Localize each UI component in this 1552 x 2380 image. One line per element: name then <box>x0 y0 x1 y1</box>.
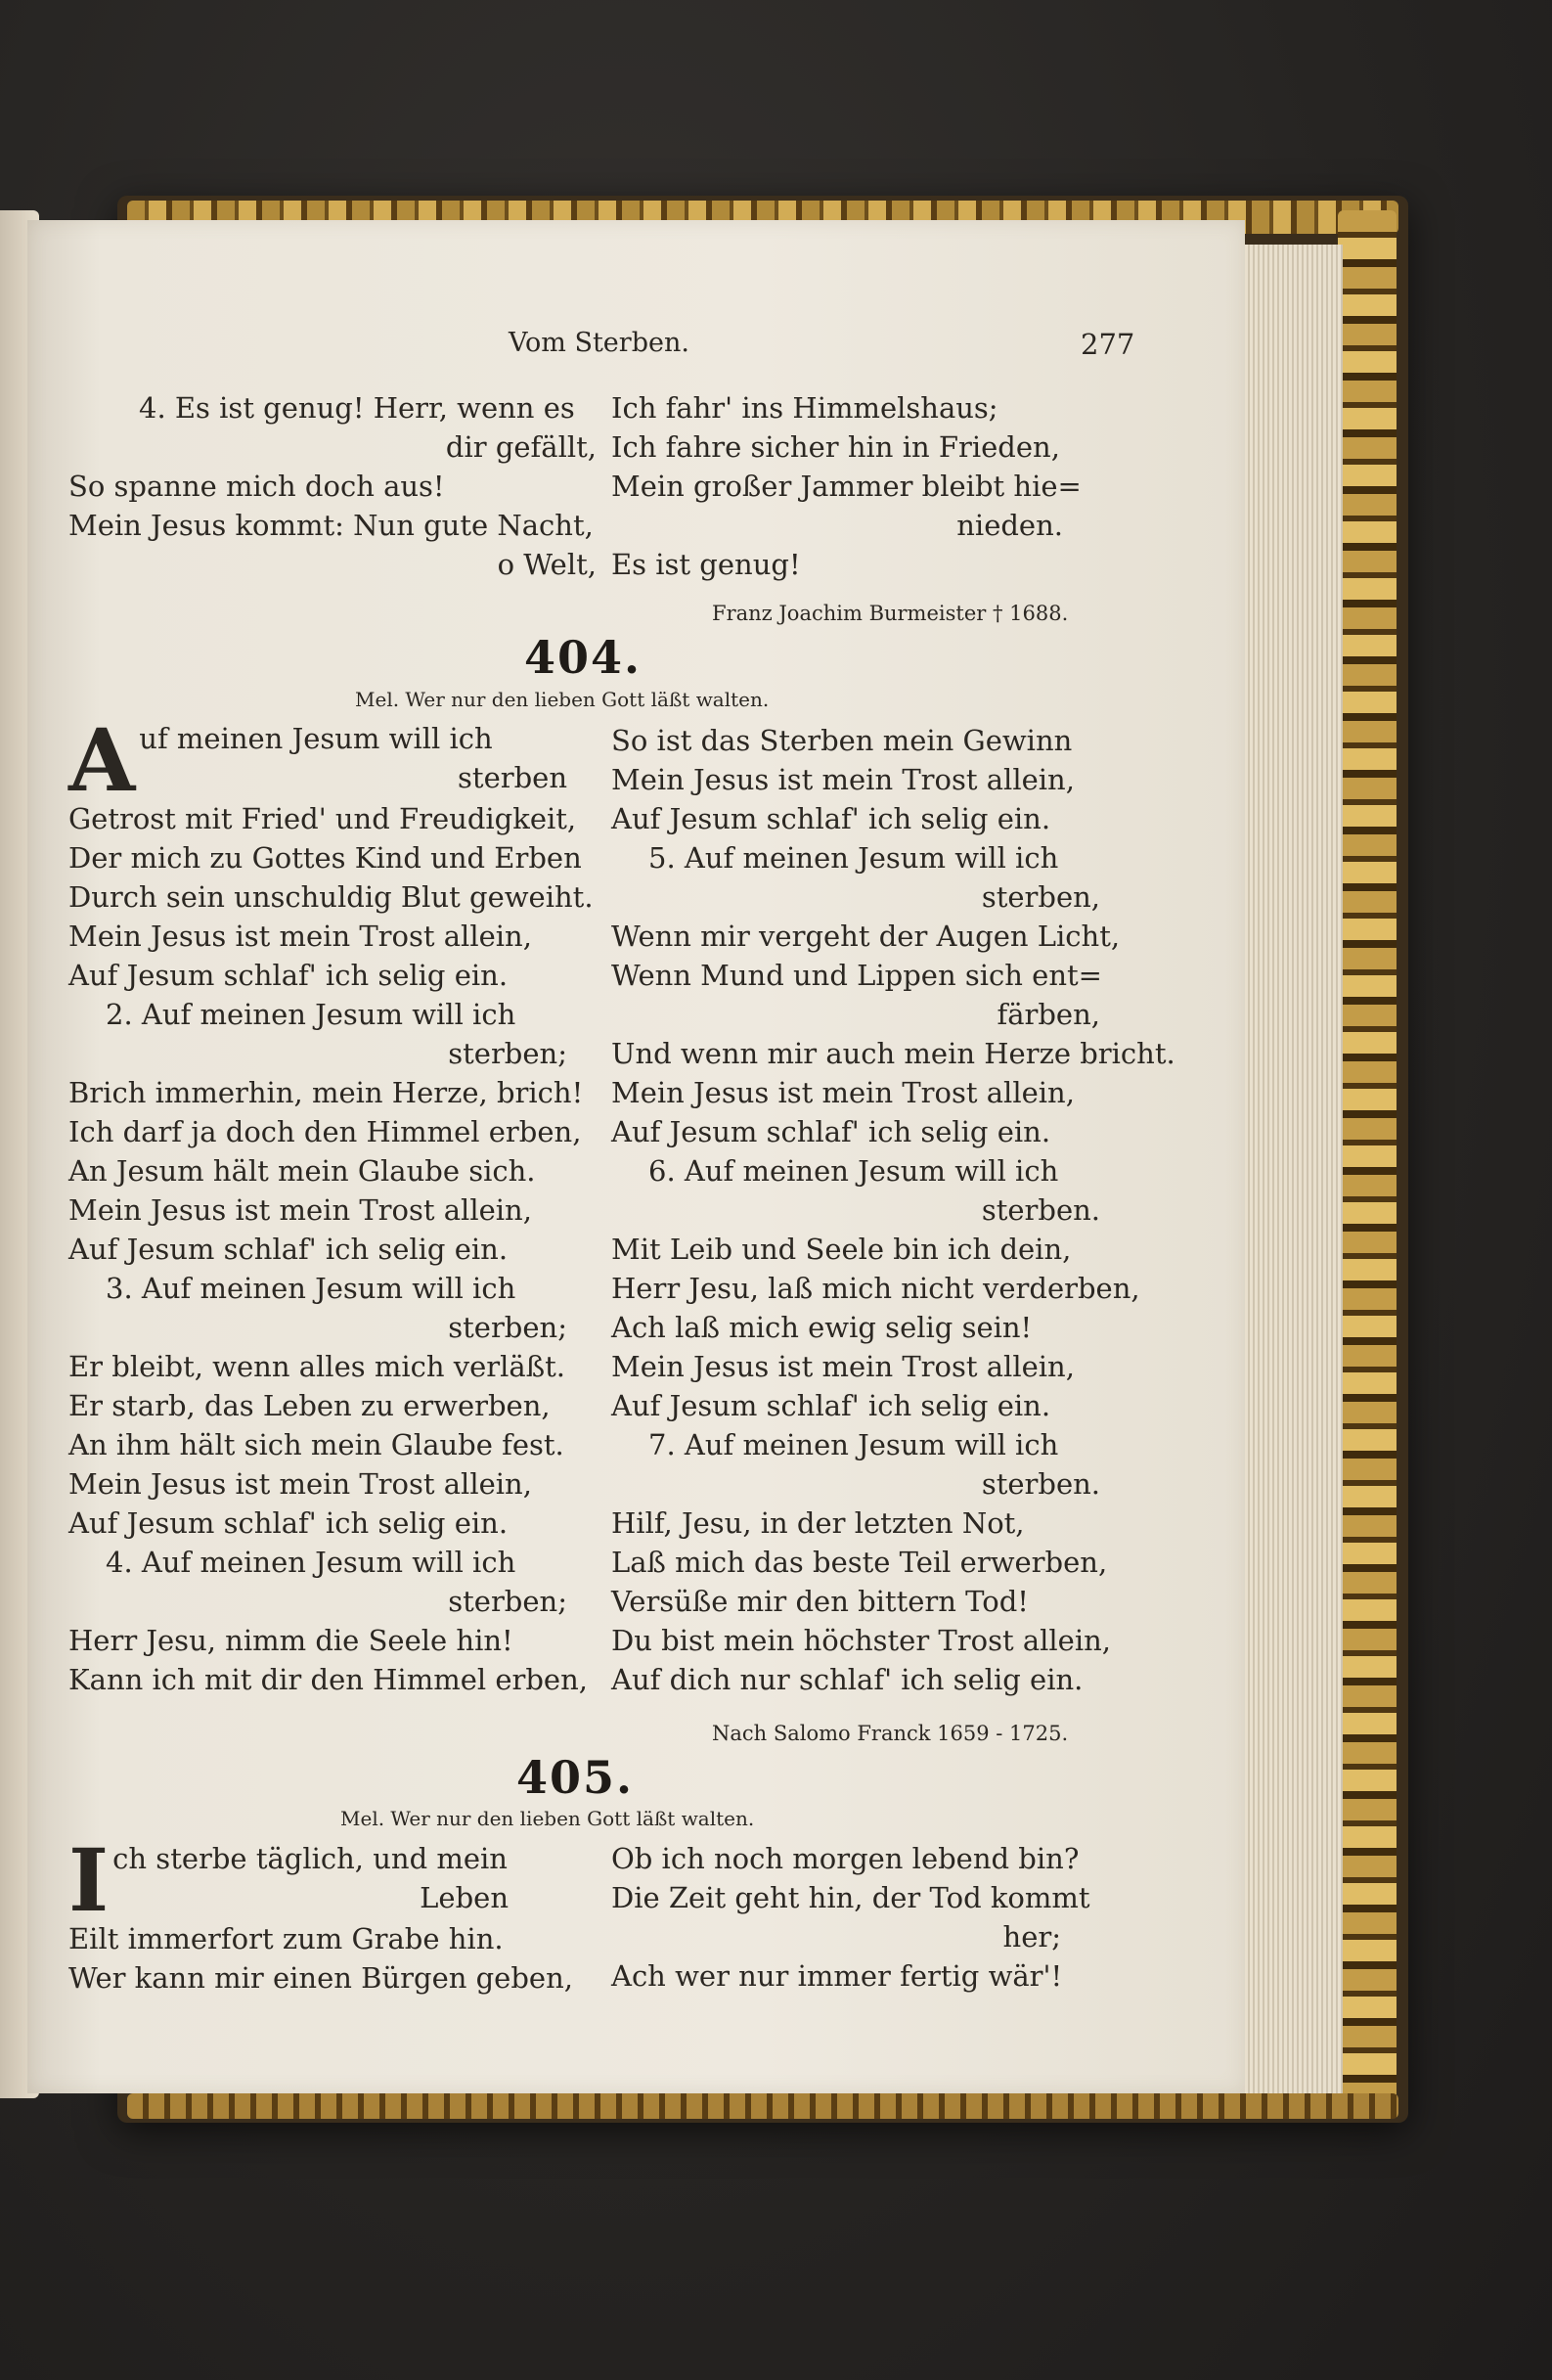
verse-line: Ich fahr' ins Himmelshaus; <box>611 391 998 425</box>
verse-line: Brich immerhin, mein Herze, brich! <box>68 1076 584 1109</box>
melody-line: Mel. Wer nur den lieben Gott läßt walten. <box>355 688 770 711</box>
verse-line: Mein Jesus ist mein Trost allein, <box>68 920 532 953</box>
verse-line: Auf dich nur schlaf' ich selig ein. <box>611 1663 1084 1696</box>
hymn404-right-column <box>611 721 1175 1699</box>
verse-line: Mein Jesus kommt: Nun gute Nacht, <box>68 509 594 542</box>
verse-line: Mein Jesus ist mein Trost allein, <box>611 763 1075 796</box>
top-left-column <box>68 388 597 584</box>
verse-line: 4. Auf meinen Jesum will ich <box>106 1546 516 1579</box>
verse-line: Auf Jesum schlaf' ich selig ein. <box>611 1115 1051 1148</box>
verse-line: Auf Jesum schlaf' ich selig ein. <box>611 802 1051 835</box>
hymn-number-404: 404. <box>524 631 643 684</box>
verse-line: So ist das Sterben mein Gewinn <box>611 724 1073 757</box>
verse-line: Mit Leib und Seele bin ich dein, <box>611 1233 1072 1266</box>
verse-line: sterben. <box>981 1193 1100 1227</box>
verse-line: Versüße mir den bittern Tod! <box>611 1585 1029 1618</box>
verse-line: Kann ich mit dir den Himmel erben, <box>68 1663 588 1696</box>
verse-line: nieden. <box>956 509 1063 542</box>
verse-line: Herr Jesu, nimm die Seele hin! <box>68 1624 513 1657</box>
verse-line: Mein Jesus ist mein Trost allein, <box>611 1350 1075 1383</box>
verse-line: dir gefällt, <box>445 430 597 464</box>
verse-line: Eilt immerfort zum Grabe hin. <box>68 1922 504 1955</box>
verse-line: Hilf, Jesu, in der letzten Not, <box>611 1506 1025 1540</box>
verse-line: Der mich zu Gottes Kind und Erben <box>68 841 582 875</box>
verse-line: Mein Jesus ist mein Trost allein, <box>68 1193 532 1227</box>
hymn405-left-column <box>68 1829 597 1998</box>
page-stack-edges <box>1240 245 1343 2093</box>
verse-line: Herr Jesu, laß mich nicht verderben, <box>611 1272 1140 1305</box>
drop-cap: I <box>68 1829 110 1931</box>
verse-line: o Welt, <box>497 548 597 581</box>
verse-line: Auf Jesum schlaf' ich selig ein. <box>68 1233 509 1266</box>
verse-line: Auf Jesum schlaf' ich selig ein. <box>611 1389 1051 1422</box>
verse-line: Laß mich das beste Teil erwerben, <box>611 1546 1108 1579</box>
running-head: Vom Sterben. <box>509 328 689 358</box>
verse-line: Ob ich noch morgen lebend bin? <box>611 1842 1080 1875</box>
verse-line: sterben <box>458 761 567 794</box>
hymn404-left-column <box>68 709 597 1699</box>
verse-line: Wenn Mund und Lippen sich ent= <box>611 959 1102 992</box>
verse-line: Auf Jesum schlaf' ich selig ein. <box>68 1506 509 1540</box>
verse-line: sterben. <box>981 1467 1100 1501</box>
verse-line: Mein Jesus ist mein Trost allein, <box>611 1076 1075 1109</box>
verse-line: Du bist mein höchster Trost allein, <box>611 1624 1111 1657</box>
verse-line: So spanne mich doch aus! <box>68 470 445 503</box>
top-right-column <box>611 388 1139 584</box>
gilt-border-right <box>1338 210 1397 2118</box>
verse-line: Wer kann mir einen Bürgen geben, <box>68 1961 573 1995</box>
verse-line: An Jesum hält mein Glaube sich. <box>68 1154 536 1188</box>
verse-line: Mein großer Jammer bleibt hie= <box>611 470 1082 503</box>
verse-line: Die Zeit geht hin, der Tod kommt <box>611 1881 1090 1914</box>
melody-line: Mel. Wer nur den lieben Gott läßt walten. <box>340 1807 755 1830</box>
verse-line: Mein Jesus ist mein Trost allein, <box>68 1467 532 1501</box>
verse-line: 6. Auf meinen Jesum will ich <box>648 1154 1059 1188</box>
verse-line: sterben; <box>448 1037 567 1070</box>
verse-line: 5. Auf meinen Jesum will ich <box>648 841 1059 875</box>
verse-line: uf meinen Jesum will ich <box>139 722 493 755</box>
verse-line: Leben <box>420 1881 509 1914</box>
verse-line: Er bleibt, wenn alles mich verläßt. <box>68 1350 565 1383</box>
verse-line: Es ist genug! <box>611 548 801 581</box>
attribution: Franz Joachim Burmeister † 1688. <box>712 602 1069 625</box>
verse-line: sterben; <box>448 1311 567 1344</box>
verse-line: färben, <box>997 998 1100 1031</box>
verse-line: Ach wer nur immer fertig wär'! <box>611 1959 1063 1993</box>
verse-line: Ich darf ja doch den Himmel erben, <box>68 1115 582 1148</box>
page-number: 277 <box>1081 328 1135 361</box>
verse-line: Er starb, das Leben zu erwerben, <box>68 1389 551 1422</box>
verse-line: An ihm hält sich mein Glaube fest. <box>68 1428 564 1461</box>
book-page <box>27 220 1245 2093</box>
hymn-number-405: 405. <box>516 1751 635 1804</box>
verse-block <box>68 1829 597 1931</box>
verse-line: Auf Jesum schlaf' ich selig ein. <box>68 959 509 992</box>
verse-line: ch sterbe täglich, und mein <box>112 1842 508 1875</box>
verse-line: Getrost mit Fried' und Freudigkeit, <box>68 802 577 835</box>
gilt-border-bottom <box>127 2093 1398 2119</box>
verse-line: Durch sein unschuldig Blut geweiht. <box>68 880 594 914</box>
verse-line: 4. Es ist genug! Herr, wenn es <box>139 391 575 425</box>
verse-line: sterben, <box>981 880 1100 914</box>
drop-cap: A <box>68 709 136 811</box>
verse-line: sterben; <box>448 1585 567 1618</box>
verse-line: Wenn mir vergeht der Augen Licht, <box>611 920 1121 953</box>
verse-line: Ich fahre sicher hin in Frieden, <box>611 430 1060 464</box>
verse-line: 3. Auf meinen Jesum will ich <box>106 1272 516 1305</box>
hymn405-right-column <box>611 1839 1139 1996</box>
verse-line: 2. Auf meinen Jesum will ich <box>106 998 516 1031</box>
attribution: Nach Salomo Franck 1659 - 1725. <box>712 1722 1069 1745</box>
verse-line: her; <box>1002 1920 1061 1953</box>
verse-line: 7. Auf meinen Jesum will ich <box>648 1428 1059 1461</box>
verse-line: Und wenn mir auch mein Herze bricht. <box>611 1037 1175 1070</box>
verse-line: Ach laß mich ewig selig sein! <box>611 1311 1033 1344</box>
verse-block <box>68 709 597 811</box>
